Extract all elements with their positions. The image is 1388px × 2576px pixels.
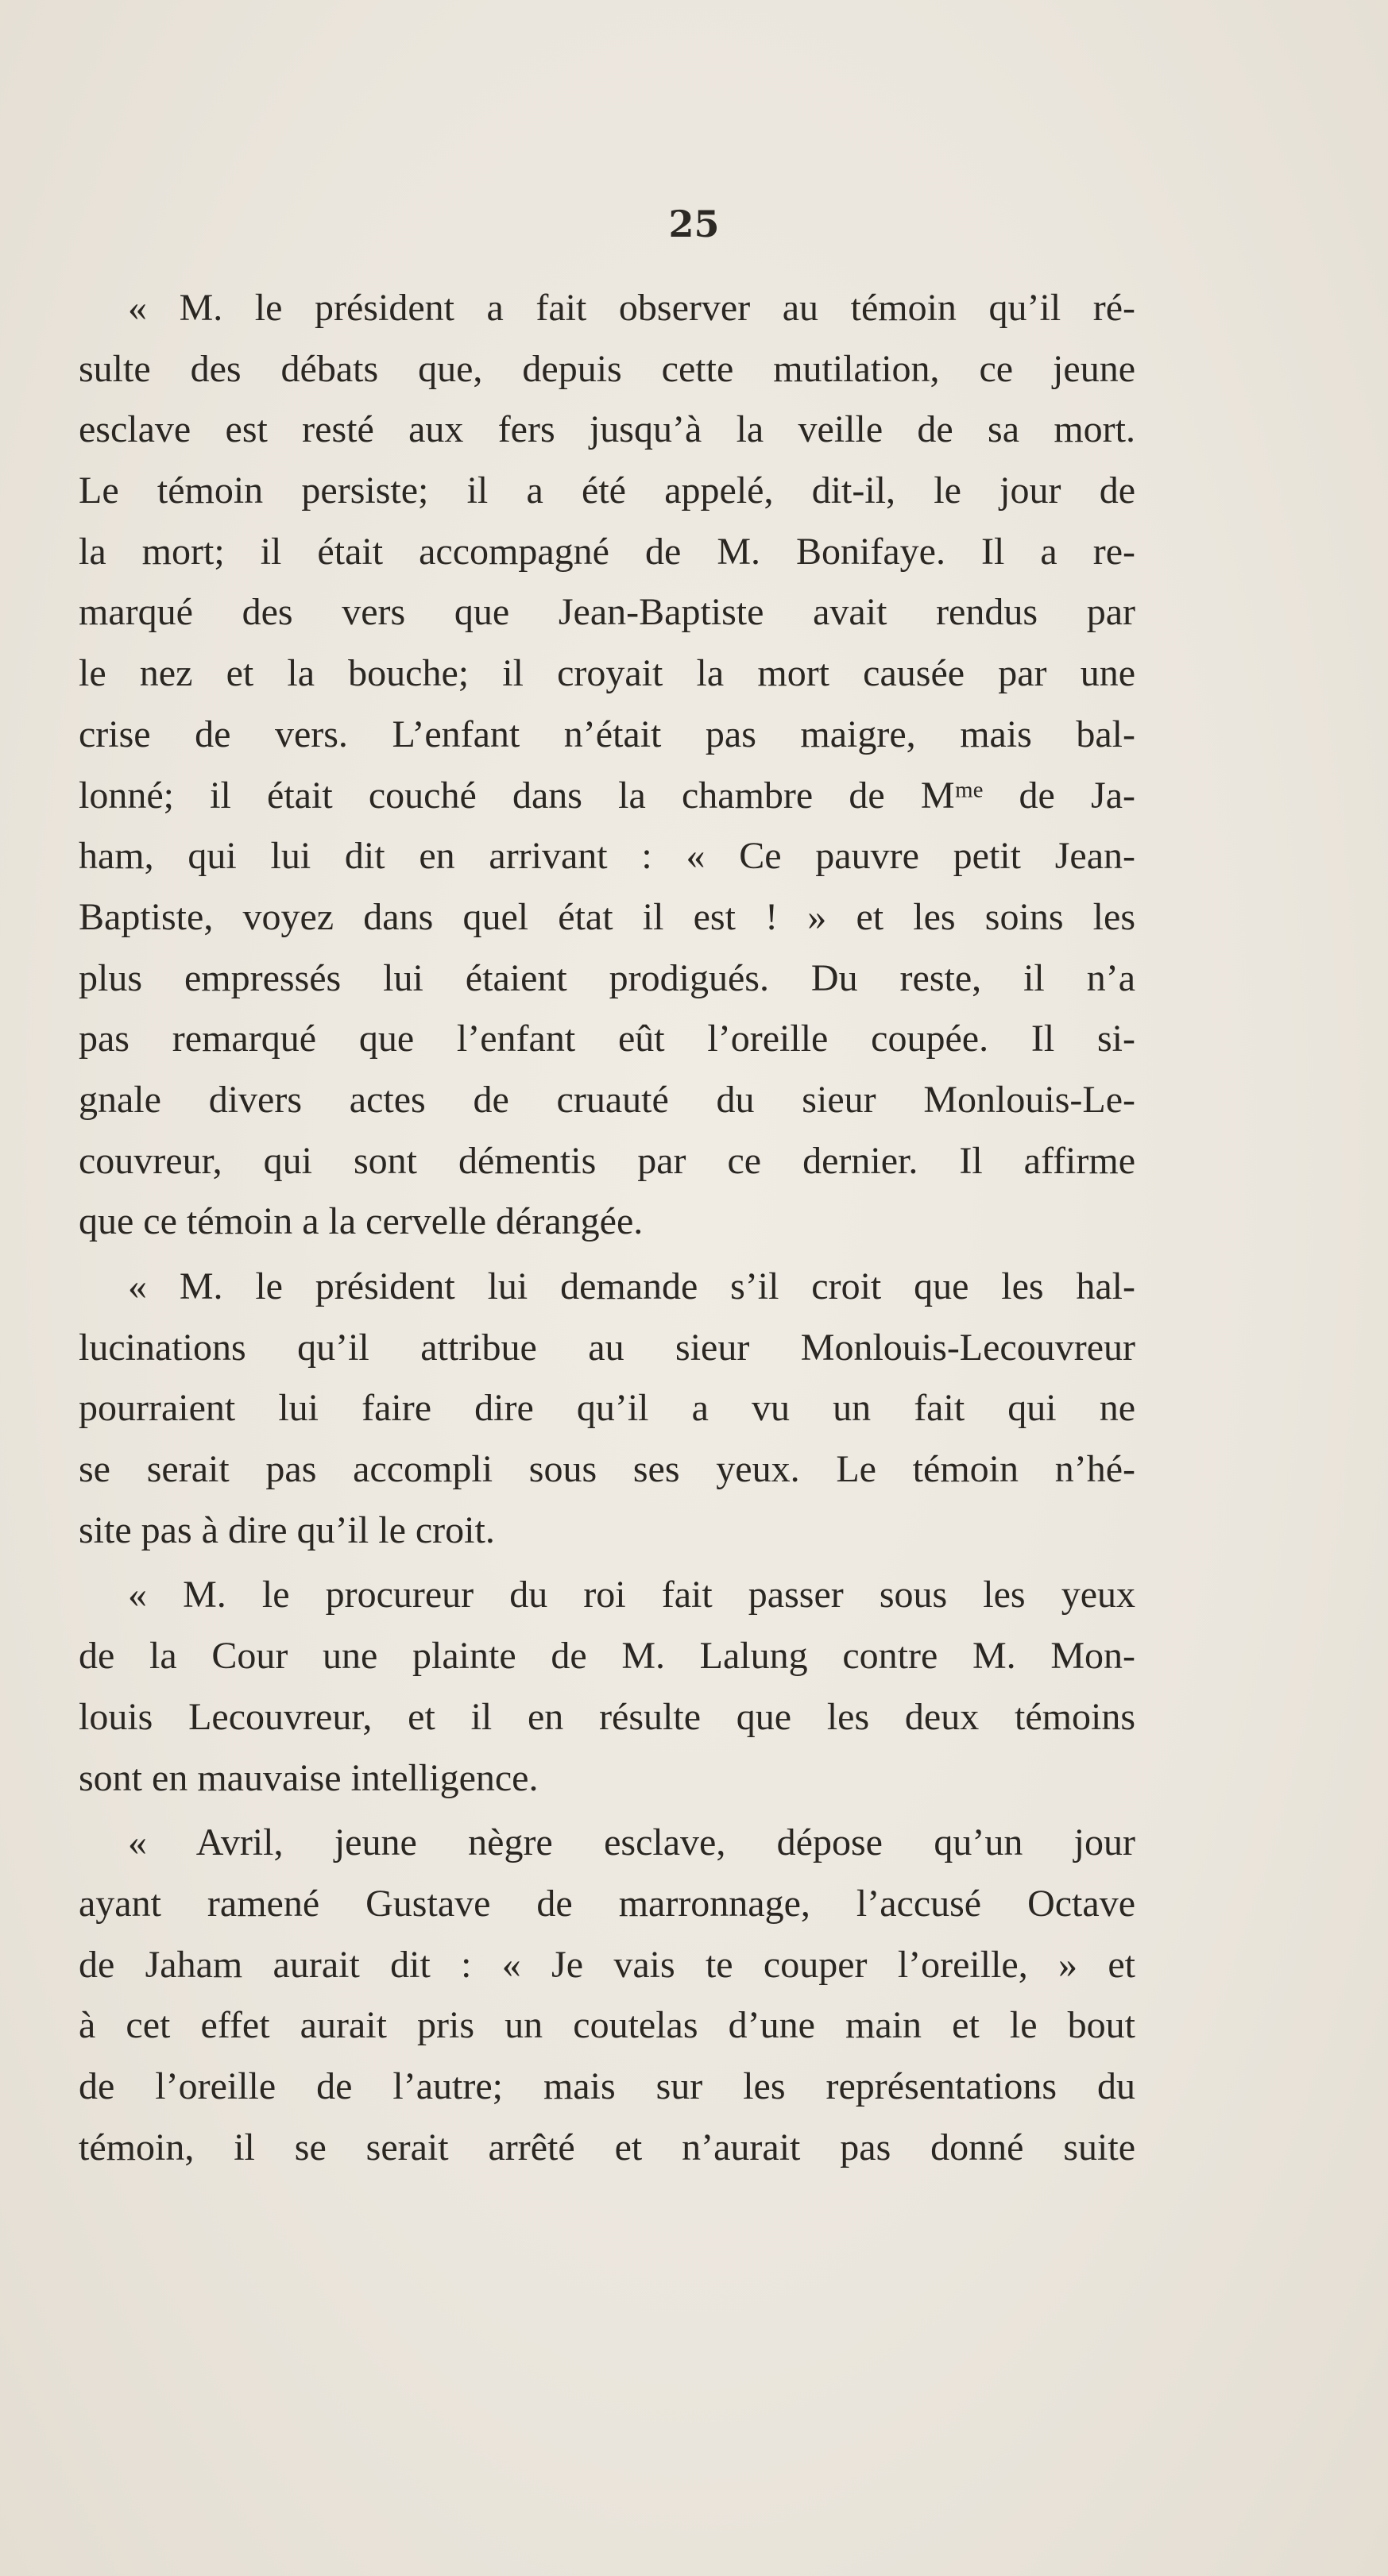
text-line: le nez et la bouche; il croyait la mort causée par une <box>79 652 1135 695</box>
text-line: lucinations qu’il attribue au sieur Monlouis-Lecouvreur <box>79 1326 1135 1369</box>
text-line: pas remarqué que l’enfant eût l’oreille coupée. Il si- <box>79 1018 1135 1060</box>
text-line: esclave est resté aux fers jusqu’à la veille de sa mort. <box>79 408 1135 451</box>
text-line: témoin, il se serait arrêté et n’aurait pas donné suite <box>79 2126 1135 2169</box>
text-line: « M. le président lui demande s’il croit que les hal- <box>128 1265 1135 1307</box>
text-line: lonné; il était couché dans la chambre de Mᵐᵉ de Ja- <box>79 774 1135 817</box>
text-line: sulte des débats que, depuis cette mutilation, ce jeune <box>79 347 1135 390</box>
text-line: ham, qui lui dit en arrivant : « Ce pauvre petit Jean- <box>79 835 1135 878</box>
text-line: pourraient lui faire dire qu’il a vu un fait qui ne <box>79 1387 1135 1430</box>
body-text <box>79 278 1135 2178</box>
text-line: couvreur, qui sont démentis par ce dernier. Il affirme <box>79 1139 1135 1182</box>
text-line: gnale divers actes de cruauté du sieur Monlouis-Le- <box>79 1078 1135 1121</box>
text-line: « M. le procureur du roi fait passer sous les yeux <box>128 1574 1135 1616</box>
text-line: se serait pas accompli sous ses yeux. Le témoin n’hé- <box>79 1448 1135 1491</box>
text-line: de l’oreille de l’autre; mais sur les représentations du <box>79 2064 1135 2107</box>
text-line: « M. le président a fait observer au témoin qu’il ré- <box>128 287 1135 329</box>
text-line: site pas à dire qu’il le croit. <box>79 1508 495 1551</box>
text-line: plus empressés lui étaient prodigués. Du reste, il n’a <box>79 956 1135 999</box>
text-line: Baptiste, voyez dans quel état il est ! » et les soins les <box>79 895 1135 938</box>
text-line: ayant ramené Gustave de marronnage, l’accusé Octave <box>79 1882 1135 1925</box>
text-line: marqué des vers que Jean-Baptiste avait rendus par <box>79 591 1135 634</box>
text-line: à cet effet aurait pris un coutelas d’une main et le bout <box>79 2004 1135 2047</box>
text-line: « Avril, jeune nègre esclave, dépose qu’un jour <box>128 1821 1135 1864</box>
page-number: 25 <box>668 203 720 245</box>
text-line: de la Cour une plainte de M. Lalung contre M. Mon- <box>79 1635 1135 1678</box>
text-line: de Jaham aurait dit : « Je vais te couper l’oreille, » et <box>79 1943 1135 1986</box>
text-line: louis Lecouvreur, et il en résulte que les deux témoins <box>79 1695 1135 1738</box>
text-line: la mort; il était accompagné de M. Bonifaye. Il a re- <box>79 530 1135 573</box>
text-line: Le témoin persiste; il a été appelé, dit-il, le jour de <box>79 469 1135 512</box>
text-line: crise de vers. L’enfant n’était pas maigre, mais bal- <box>79 713 1135 755</box>
text-line: que ce témoin a la cervelle dérangée. <box>79 1200 644 1243</box>
text-line: sont en mauvaise intelligence. <box>79 1756 539 1799</box>
